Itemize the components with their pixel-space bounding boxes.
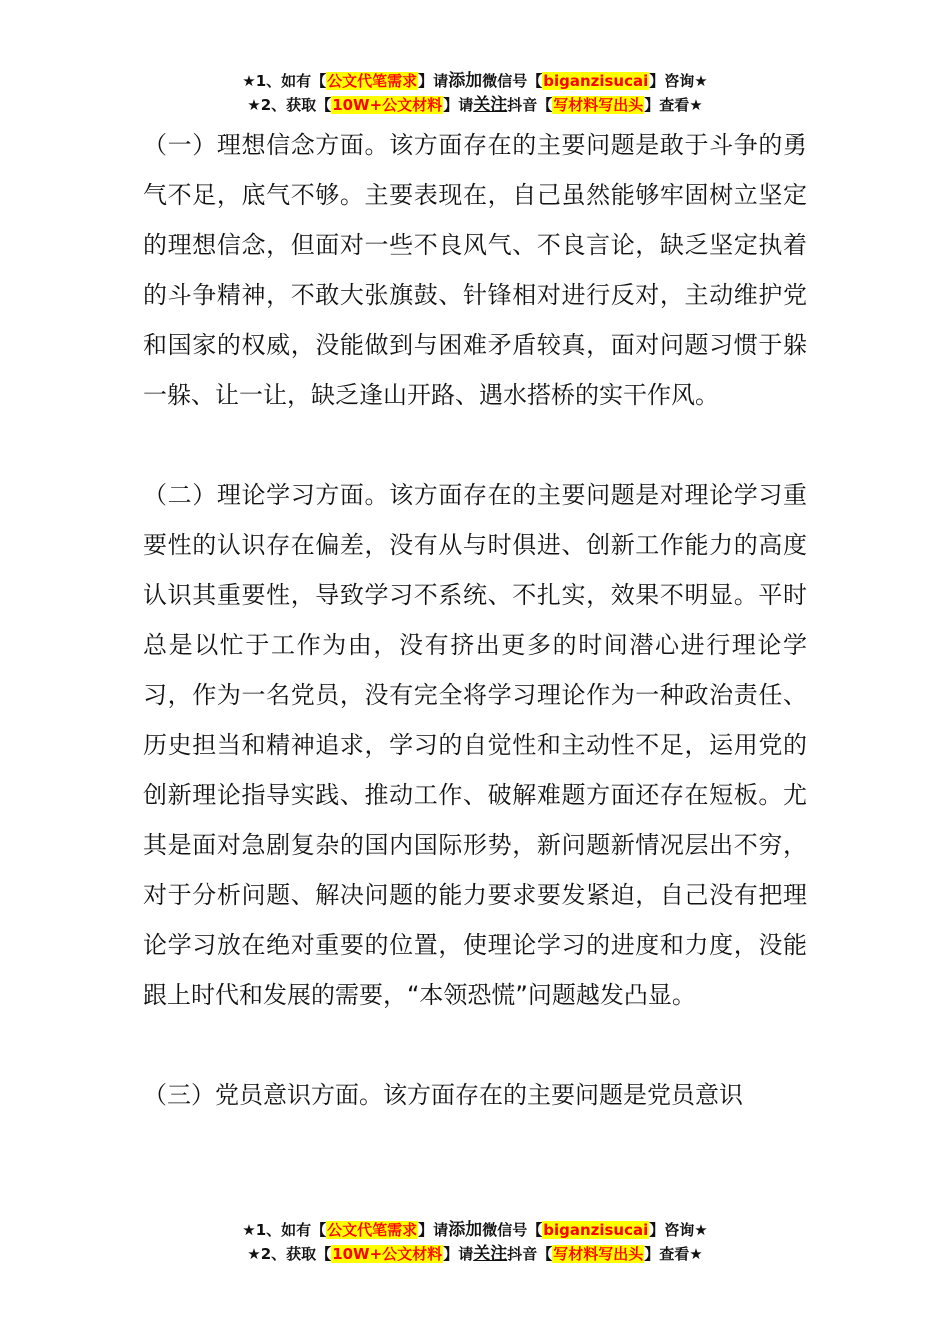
highlight-douyin-id: 写材料写出头 [553, 96, 644, 114]
highlight-materials: 10W+公文材料 [332, 1245, 443, 1263]
highlight-douyin-id: 写材料写出头 [553, 1245, 644, 1263]
star-icon: ★ [247, 96, 261, 114]
document-body [143, 120, 807, 1120]
promo-line-2: ★2、获取【10W+公文材料】请关注抖音【写材料写出头】查看★ [247, 95, 703, 115]
promo-banner-top [0, 69, 950, 117]
highlight-wechat-id: biganzisucai [543, 1221, 649, 1239]
paragraph-party-awareness: （三）党员意识方面。该方面存在的主要问题是党员意识 [143, 1081, 743, 1109]
star-icon: ★ [247, 1245, 261, 1263]
paragraph-ideals: （一）理想信念方面。该方面存在的主要问题是敢于斗争的勇气不足，底气不够。主要表现在，自己虽然能够牢固树立坚定的理想信念，但面对一些不良风气、不良言论，缺乏坚定执着的斗争精神，不敢大张旗鼓、针锋相对进行反对，主动维护党和国家的权威，没能做到与困难矛盾较真，面对问题习惯于躲一躲、让一让，缺乏逢山开路、遇水搭桥的实干作风。 [143, 131, 807, 409]
highlight-service: 公文代笔需求 [327, 72, 418, 90]
star-icon: ★ [242, 72, 256, 90]
highlight-wechat-id: biganzisucai [543, 72, 649, 90]
paragraph-theory-study: （二）理论学习方面。该方面存在的主要问题是对理论学习重要性的认识存在偏差，没有从与时俱进、创新工作能力的高度认识其重要性，导致学习不系统、不扎实，效果不明显。平时总是以忙于工作为由，没有挤出更多的时间潜心进行理论学习，作为一名党员，没有完全将学习理论作为一种政治责任、历史担当和精神追求，学习的自觉性和主动性不足，运用党的创新理论指导实践、推动工作、破解难题方面还存在短板。尤其是面对急剧复杂的国内国际形势，新问题新情况层出不穷，对于分析问题、解决问题的能力要求要发紧迫，自己没有把理论学习放在绝对重要的位置，使理论学习的进度和力度，没能跟上时代和发展的需要，“本领恐慌”问题越发凸显。 [143, 481, 807, 1009]
promo-line-1: ★1、如有【公文代笔需求】请添加微信号【biganzisucai】咨询★ [242, 1220, 708, 1240]
promo-line-1: ★1、如有【公文代笔需求】请添加微信号【biganzisucai】咨询★ [242, 71, 708, 91]
promo-banner-bottom [0, 1218, 950, 1266]
highlight-service: 公文代笔需求 [327, 1221, 418, 1239]
promo-line-2: ★2、获取【10W+公文材料】请关注抖音【写材料写出头】查看★ [247, 1244, 703, 1264]
star-icon: ★ [242, 1221, 256, 1239]
highlight-materials: 10W+公文材料 [332, 96, 443, 114]
